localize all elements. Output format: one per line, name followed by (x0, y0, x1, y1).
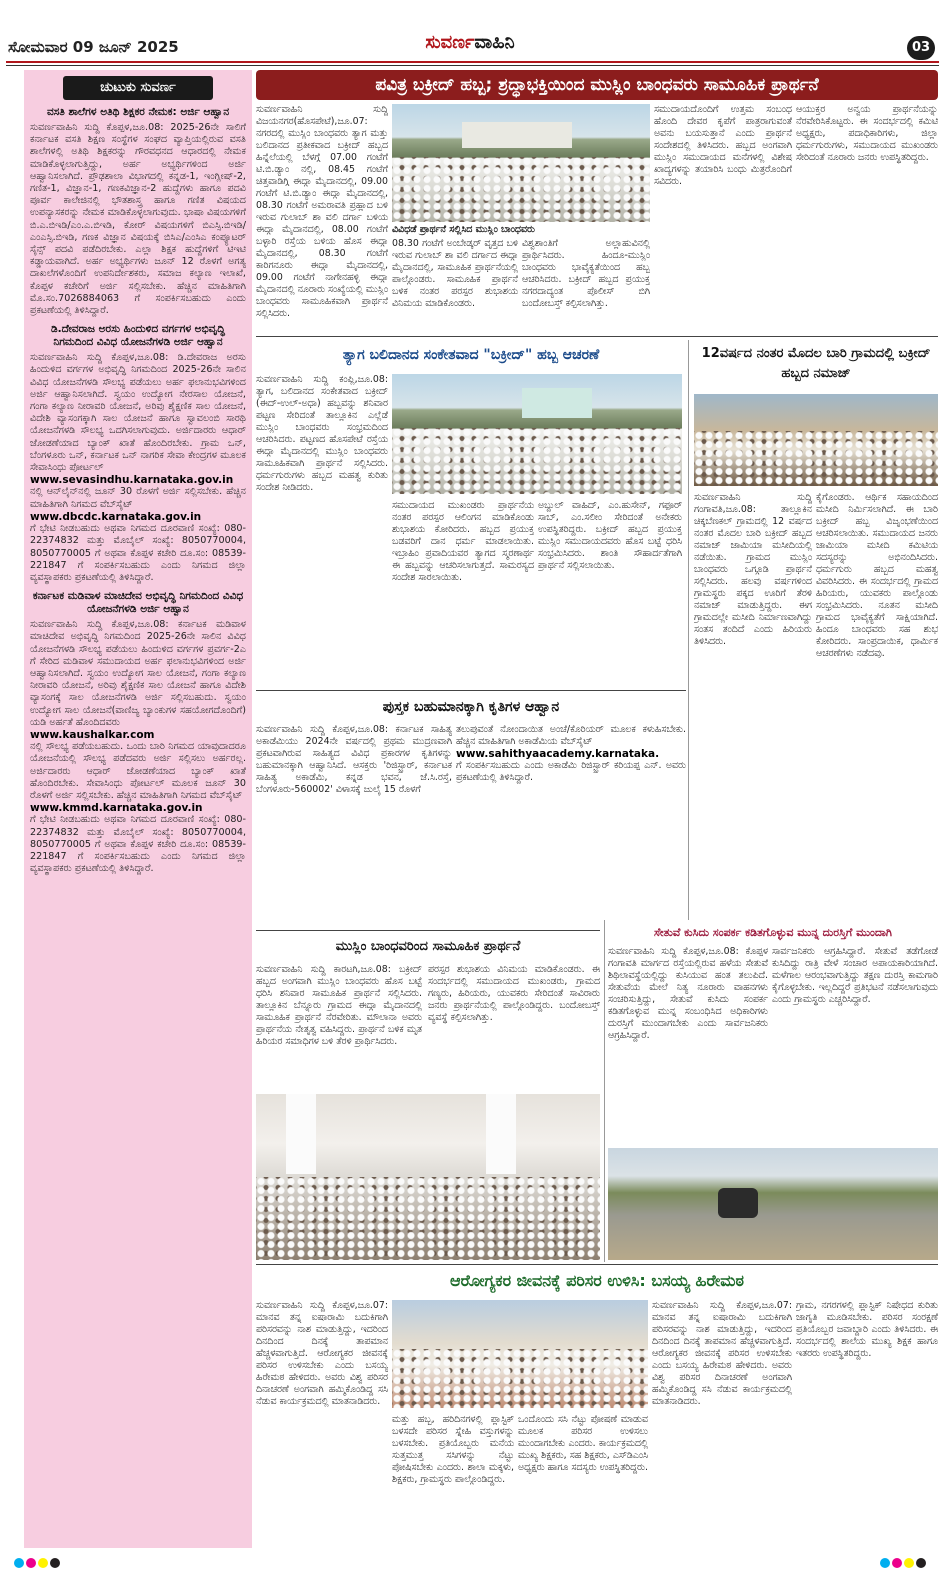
pillar-shape (486, 1094, 516, 1174)
crowd-pattern (392, 157, 650, 222)
brief-link[interactable]: www.dbcdc.karnataka.gov.in (30, 510, 202, 523)
masthead-rule (6, 61, 939, 63)
article-photo (256, 1094, 600, 1260)
section-divider (256, 336, 938, 337)
logo-right: ವಾಹಿನಿ (474, 32, 515, 53)
article-photo (392, 104, 650, 222)
article-column: ಸುವರ್ಣವಾಹಿನಿ ಸುದ್ದಿ ಕೊಪ್ಪಳ,ಜೂ.08: ಕೊಪ್ಪಳ ಗಂಗಾವತಿ ಮಾರ್ಗದ ರಸ್ತೆಯಲ್ಲಿರುವ ಹಳೆಯ ಸೇತುವೆ ಶಿಥಿಲಾವಸ್ಥೆಯಲ್ಲಿದ್ದು ಕುಸಿಯುವ ಹಂತ ತಲುಪಿದೆ. ಸೇತುವೆಯ ಮೇಲೆ ನಿತ್ಯ ನೂರಾರು ವಾಹನಗಳು ಸಂಚರಿಸುತ್ತಿದ್ದು, ಸೇತುವೆ ಕುಸಿದು ಸಂಪರ್ಕ ಕಡಿತಗೊಳ್ಳುವ ಮುನ್ನ ಸಂಬಂಧಿಸಿದ ಅಧಿಕಾರಿಗಳು ದುರಸ್ತಿಗೆ ಮುಂದಾಗಬೇಕು ಎಂದು ಸಾರ್ವಜನಿಕರು ಆಗ್ರಹಿಸಿದ್ದಾರೆ. (608, 946, 768, 1041)
article-column (456, 724, 686, 826)
article-text: ತಲುಪುವಂತೆ ನೋಂದಾಯಿತ ಅಂಚೆ/ಕೊರಿಯರ್ ಮೂಲಕ ಕಳುಹಿಸಬೇಕು. ಹೆಚ್ಚಿನ ಮಾಹಿತಿಗಾಗಿ ಅಕಾಡೆಮಿಯ ವೆಬ್‌ಸೈಟ್ (456, 724, 686, 747)
article-column: ಮತ್ತು ಹಬ್ಬ, ಹರಿದಿನಗಳಲ್ಲಿ ಪ್ಲಾಸ್ಟಿಕ್ ಬಳಸದೇ ಪರಿಸರ ಸ್ನೇಹಿ ವಸ್ತುಗಳನ್ನು ಬಳಸಬೇಕು. ಪ್ರತಿಯೊಬ್ಬರು ಮನೆಯ ಸುತ್ತಮುತ್ತ ಸಸಿಗಳನ್ನು ನೆಟ್ಟು ಪೋಷಿಸಬೇಕು ಎಂದರು. ಶಾಲಾ ಮಕ್ಕಳು, ಶಿಕ್ಷಕರು, ಗ್ರಾಮಸ್ಥರು ಪಾಲ್ಗೊಂಡಿದ್ದರು. (392, 1414, 514, 1485)
article-column: ಸುವರ್ಣವಾಹಿನಿ ಸುದ್ದಿ ವಿಜಯನಗರ(ಹೊಸಪೇಟೆ),ಜೂ.07: ನಗರದಲ್ಲಿ ಮುಸ್ಲಿಂ ಬಾಂಧವರು ತ್ಯಾಗ ಮತ್ತು ಬಲಿದಾನದ ಪ್ರತೀಕವಾದ ಬಕ್ರೀದ್ ಹಬ್ಬದ ಹಿನ್ನೆಲೆಯಲ್ಲಿ ಬೆಳಗ್ಗೆ 07.00 ಗಂಟೆಗೆ ಟಿ.ಬಿ.ಡ್ಯಾಂ ನಲ್ಲಿ, 08.45 ಗಂಟೆಗೆ ಚಿತ್ತವಾಡಿಗ್ಗಿ ಈದ್ಗಾ ಮೈದಾನದಲ್ಲಿ, 09.00 ಗಂಟೆಗೆ ಟಿ.ಬಿ.ಡ್ಯಾಂ ಈದ್ಗಾ ಮೈದಾನದಲ್ಲಿ, 08.30 ಗಂಟೆಗೆ ಅಮರಾವತಿ ಪ್ರಹ್ಲಾದ ಬಳಿ ಇರುವ ಗುಲಾಬ್ ಶಾ ವಲಿ ದರ್ಗಾ ಬಳಿಯ ಈದ್ಗಾ ಮೈದಾನದಲ್ಲಿ, 08.00 ಗಂಟೆಗೆ ಬಳ್ಳಾರಿ ರಸ್ತೆಯ ಬಳಿಯ ಹೊಸ ಈದ್ಗಾ ಮೈದಾನದಲ್ಲಿ, 08.30 ಗಂಟೆಗೆ ಕಾರಿಗನೂರು ಈದ್ಗಾ ಮೈದಾನದಲ್ಲಿ, 09.00 ಗಂಟೆಗೆ ನಾಗೇನಹಳ್ಳಿ ಈದ್ಗಾ ಮೈದಾನದಲ್ಲಿ ನೂರಾರು ಸಂಖ್ಯೆಯಲ್ಲಿ ಮುಸ್ಲಿಂ ಬಾಂಧವರು ಸಾಮೂಹಿಕವಾಗಿ ಪ್ರಾರ್ಥನೆ ಸಲ್ಲಿಸಿದರು. (256, 104, 388, 319)
brief-body-text: ಸುವರ್ಣವಾಹಿನಿ ಸುದ್ದಿ ಕೊಪ್ಪಳ,ಜೂ.08: ಡಿ.ದೇವರಾಜ ಅರಸು ಹಿಂದುಳಿದ ವರ್ಗಗಳ ಅಭಿವೃದ್ಧಿ ನಿಗಮದಿಂದ 2025-26ನೇ ಸಾಲಿನ ವಿವಿಧ ಯೋಜನೆಗಳಡಿ ಸೌಲಭ್ಯ ಪಡೆಯಲು ಅರ್ಹ ಫಲಾನುಭವಿಗಳಿಂದ ಅರ್ಜಿ ಆಹ್ವಾನಿಸಲಾಗಿದೆ. ಸ್ವಯಂ ಉದ್ಯೋಗ ನೇರಸಾಲ ಯೋಜನೆ, ಗಂಗಾ ಕಲ್ಯಾಣ ನೀರಾವರಿ ಯೋಜನೆ, ಅರಿವು ಶೈಕ್ಷಣಿಕ ಸಾಲ ಯೋಜನೆ, ವಿದೇಶಿ ವ್ಯಾಸಂಗಕ್ಕಾಗಿ ಸಾಲ ಯೋಜನೆ ಹಾಗೂ ಸ್ವಾವಲಂಬಿ ಸಾರಥಿ ಯೋಜನೆಗಳಡಿ ಸೌಲಭ್ಯ ಒದಗಿಸಲಾಗುವುದು. ಅರ್ಜಿದಾರರು ಆಧಾರ್ ಜೋಡಣೆಯಾದ ಬ್ಯಾಂಕ್ ಖಾತೆ ಹೊಂದಿರಬೇಕು. ಗ್ರಾಮ ಒನ್, ಬೆಂಗಳೂರು ಒನ್, ಕರ್ನಾಟಕ ಒನ್ ನಾಗರಿಕ ಸೇವಾ ಕೇಂದ್ರಗಳ ಮೂಲಕ ಸೇವಾಸಿಂಧು ಪೋರ್ಟಲ್ (30, 352, 246, 474)
brief-body-text: ಸುವರ್ಣವಾಹಿನಿ ಸುದ್ದಿ ಕೊಪ್ಪಳ,ಜೂ.08: ಕರ್ನಾಟಕ ಮಡಿವಾಳ ಮಾಚಿದೇವ ಅಭಿವೃದ್ಧಿ ನಿಗಮದಿಂದ 2025-26ನೇ ಸಾಲಿನ ವಿವಿಧ ಯೋಜನೆಗಳಡಿ ಸೌಲಭ್ಯ ಪಡೆಯಲು ಹಿಂದುಳಿದ ವರ್ಗಗಳ ಪ್ರವರ್ಗ-2ಎ ಗೆ ಸೇರಿದ ಮಡಿವಾಳ ಸಮುದಾಯದ ಅರ್ಹ ಫಲಾನುಭವಿಗಳಿಂದ ಅರ್ಜಿ ಆಹ್ವಾನಿಸಲಾಗಿದೆ. ಸ್ವಯಂ ಉದ್ಯೋಗ ಸಾಲ ಯೋಜನೆ, ಗಂಗಾ ಕಲ್ಯಾಣ ನೀರಾವರಿ ಯೋಜನೆ, ಅರಿವು ಶೈಕ್ಷಣಿಕ ಸಾಲ ಯೋಜನೆ ಹಾಗೂ ವಿದೇಶಿ ವ್ಯಾಸಂಗಕ್ಕೆ ಸಾಲ ಯೋಜನೆಗಳಡಿ ಅರ್ಜಿ ಸಲ್ಲಿಸಬಹುದು. ಸ್ವಯಂ ಉದ್ಯೋಗ ಸಾಲ ಯೋಜನೆ(ವಾಣಿಜ್ಯ ಬ್ಯಾಂಕುಗಳ ಸಹಯೋಗದೊಂದಿಗೆ) ಯಡಿ ಅರ್ಹತೆ ಹೊಂದಿದವರು (30, 619, 246, 728)
brief-body-text: ನಲ್ಲಿ ಆನ್‌ಲೈನ್‌ನಲ್ಲಿ ಜೂನ್ 30 ರೊಳಗೆ ಅರ್ಜಿ ಸಲ್ಲಿಸಬೇಕು. ಹೆಚ್ಚಿನ ಮಾಹಿತಿಗಾಗಿ ನಿಗಮದ ವೆಬ್‌ಸೈಟ್ (30, 486, 246, 510)
article-column: ಸುವರ್ಣವಾಹಿನಿ ಸುದ್ದಿ ಗಂಗಾವತಿ,ಜೂ.08: ತಾಲ್ಲೂಕಿನ ಚಿಕ್ಕಬೆಣಕಲ್ ಗ್ರಾಮದಲ್ಲಿ 12 ವರ್ಷದ ನಂತರ ಮೊದಲ ಬಾರಿ ಬಕ್ರೀದ್ ಹಬ್ಬದ ನಮಾಜ್ ಜಾಮಿಯಾ ಮಸೀದಿಯಲ್ಲಿ ನಡೆಯಿತು. ಗ್ರಾಮದ ಮುಸ್ಲಿಂ ಬಾಂಧವರು ಒಗ್ಗೂಡಿ ಪ್ರಾರ್ಥನೆ ಸಲ್ಲಿಸಿದರು. ಹಲವು ವರ್ಷಗಳಿಂದ ಗ್ರಾಮಸ್ಥರು ಪಕ್ಕದ ಊರಿಗೆ ತೆರಳಿ ನಮಾಜ್ ಮಾಡುತ್ತಿದ್ದರು. ಈಗ ಗ್ರಾಮದಲ್ಲೇ ಮಸೀದಿ ನಿರ್ಮಾಣವಾಗಿದ್ದು ಸಂತಸ ತಂದಿದೆ ಎಂದು ಹಿರಿಯರು ತಿಳಿಸಿದರು. (694, 492, 812, 647)
article-column: ಆಯುಕ್ತರ ಅನ್ವಯ ಪ್ರಾರ್ಥನೆಯನ್ನು ನೆರವೇರಿಸಿಕೊಟ್ಟರು. ಈ ಸಂದರ್ಭದಲ್ಲಿ ಕಮಿಟಿ ಅಧ್ಯಕ್ಷರು, ಪದಾಧಿಕಾರಿಗಳು, ಜಿಲ್ಲಾ ಧರ್ಮಗುರುಗಳು, ಸಮುದಾಯದ ಮುಖಂಡರು ಸೇರಿದಂತೆ ನೂರಾರು ಜನರು ಉಪಸ್ಥಿತರಿದ್ದರು. (796, 104, 938, 163)
headline-sacrifice-festival[interactable]: ತ್ಯಾಗ ಬಲಿದಾನದ ಸಂಕೇತವಾದ "ಬಕ್ರೀದ್" ಹಬ್ಬ ಆಚರಣೆ (342, 347, 600, 363)
masthead (0, 0, 945, 62)
registration-dot (904, 1558, 914, 1568)
headline-book-award[interactable]: ಪುಸ್ತಕ ಬಹುಮಾನಕ್ಕಾಗಿ ಕೃತಿಗಳ ಆಹ್ವಾನ (382, 699, 560, 715)
mosque-shape (462, 122, 572, 148)
logo-left: ಸುವರ್ಣ (425, 32, 475, 53)
registration-dot (880, 1558, 890, 1568)
mosque-shape (522, 388, 592, 418)
brief-body (30, 619, 246, 875)
headline-bakrid-prayer[interactable]: ಪವಿತ್ರ ಬಕ್ರೀದ್ ಹಬ್ಬ; ಶ್ರದ್ಧಾಭಕ್ತಿಯಿಂದ ಮುಸ್ಲಿಂ ಬಾಂಧವರು ಸಾಮೂಹಿಕ ಪ್ರಾರ್ಥನೆ (256, 70, 938, 100)
article-column: ಸಮುದಾಯದ ಮುಖಂಡರು ಪ್ರಾರ್ಥನೆಯ ನಂತರ ಪರಸ್ಪರ ಆಲಿಂಗನ ಮಾಡಿಕೊಂಡು ಶುಭಾಶಯ ಕೋರಿದರು. ಹಬ್ಬದ ಪ್ರಯುಕ್ತ ಬಡವರಿಗೆ ದಾನ ಧರ್ಮ ಮಾಡಲಾಯಿತು. ಇಬ್ರಾಹಿಂ ಪ್ರವಾದಿಯವರ ತ್ಯಾಗದ ಸ್ಮರಣಾರ್ಥ ಈ ಹಬ್ಬವನ್ನು ಆಚರಿಸಲಾಗುತ್ತದೆ. ಸಾಮರಸ್ಯದ ಸಂದೇಶ ಸಾರಲಾಯಿತು. (392, 500, 534, 583)
headline-village-namaz[interactable]: 12ವರ್ಷದ ನಂತರ ಮೊದಲ ಬಾರಿ ಗ್ರಾಮದಲ್ಲಿ ಬಕ್ರೀದ್ ಹಬ್ಬದ ನಮಾಜ್ (701, 346, 931, 381)
article-column: 08.30 ಗಂಟೆಗೆ ಅಂಬೇಡ್ಕರ್ ವೃತ್ತದ ಬಳಿ ಇರುವ ಗುಲಾಬ್ ಶಾ ವಲಿ ದರ್ಗಾದ ಈದ್ಗಾ ಮೈದಾನದಲ್ಲಿ, ಸಾಮೂಹಿಕ ಪ್ರಾರ್ಥನೆಯಲ್ಲಿ ಪಾಲ್ಗೊಂಡರು. ಸಾಮೂಹಿಕ ಪ್ರಾರ್ಥನೆ ಬಳಿಕ ನಂತರ ಪರಸ್ಪರ ಶುಭಾಶಯ ವಿನಿಮಯ ಮಾಡಿಕೊಂಡರು. (392, 238, 518, 309)
brief-body-text: ಗೆ ಭೇಟಿ ನೀಡಬಹುದು ಅಥವಾ ನಿಗಮದ ದೂರವಾಣಿ ಸಂಖ್ಯೆ: 080-22374832 ಮತ್ತು ಮೊಬೈಲ್ ಸಂಖ್ಯೆ: 8050770004, 8050770005 ಗೆ ಅಥವಾ ಕೊಪ್ಪಳ ಕಚೇರಿ ದೂ.ಸಂ: 08539-221847 ಗೆ ಸಂಪರ್ಕಿಸಬಹುದು ಎಂದು ನಿಗಮದ ಜಿಲ್ಲಾ ವ್ಯವಸ್ಥಾಪಕರು ಪ್ರಕಟಣೆಯಲ್ಲಿ ತಿಳಿಸಿದ್ದಾರೆ. (30, 814, 246, 875)
car-shape (718, 1188, 758, 1218)
issue-date: ಸೋಮವಾರ 09 ಜೂನ್ 2025 (8, 38, 179, 56)
section-divider (256, 690, 686, 691)
brief-heading: ಕರ್ನಾಟಕ ಮಡಿವಾಳ ಮಾಚಿದೇವ ಅಭಿವೃದ್ಧಿ ನಿಗಮದಿಂದ ವಿವಿಧ ಯೋಜನೆಗಳಡಿ ಅರ್ಜಿ ಆಹ್ವಾನ (32, 590, 244, 616)
academy-link[interactable]: www.sahithyaacademy.karnataka. (456, 748, 660, 760)
article-text: ಗೆ ಸಂಪರ್ಕಿಸಬಹುದು ಎಂದು ಅಕಾಡೆಮಿ ರಿಜಿಸ್ಟ್ರಾರ್ ಕರಿಯಪ್ಪ ಎನ್. ಅವರು ಪ್ರಕಟಣೆಯಲ್ಲಿ ತಿಳಿಸಿದ್ದಾರೆ. (456, 760, 686, 783)
article-column: ಸಮುದಾಯದೊಂದಿಗೆ ಉತ್ತಮ ಸಂಬಂಧ ಹೊಂದಿ ದೇವರ ಕೃಪೆಗೆ ಪಾತ್ರರಾಗುವಂತೆ ಅವನು ಬಯಸುತ್ತಾನೆ ಎಂದು ಪ್ರಾರ್ಥನೆ ಸಂದೇಶದಲ್ಲಿ ತಿಳಿಸಿದರು. ಹಬ್ಬದ ಅಂಗವಾಗಿ ಮುಸ್ಲಿಂ ಸಮುದಾಯದ ಮನೆಗಳಲ್ಲಿ ವಿಶೇಷ ಖಾದ್ಯಗಳನ್ನು ತಯಾರಿಸಿ ಬಂಧು ಮಿತ್ರರೊಂದಿಗೆ ಸವಿದರು. (654, 104, 792, 187)
registration-dot (916, 1558, 926, 1568)
registration-dot (892, 1558, 902, 1568)
brief-link[interactable]: www.sevasindhu.karnataka.gov.in (30, 474, 234, 487)
news-brief-sidebar (24, 70, 252, 1548)
article-photo (694, 394, 938, 486)
registration-dot (50, 1558, 60, 1568)
pillar-shape (286, 1094, 316, 1174)
print-registration-marks (0, 1558, 945, 1568)
brief-body-text: ಗೆ ಭೇಟಿ ನೀಡಬಹುದು ಅಥವಾ ನಿಗಮದ ದೂರವಾಣಿ ಸಂಖ್ಯೆ: 080-22374832 ಮತ್ತು ಮೊಬೈಲ್ ಸಂಖ್ಯೆ: 8050770004, 8050770005 ಗೆ ಅಥವಾ ಕೊಪ್ಪಳ ಕಚೇರಿ ದೂ.ಸಂ: 08539-221847 ಗೆ ಸಂಪರ್ಕಿಸಬಹುದು ಎಂದು ನಿಗಮದ ಜಿಲ್ಲಾ ವ್ಯವಸ್ಥಾಪಕರು ಪ್ರಕಟಣೆಯಲ್ಲಿ ತಿಳಿಸಿದ್ದಾರೆ. (30, 523, 246, 583)
brief-link[interactable]: www.kmmd.karnataka.gov.in (30, 802, 203, 815)
article-photo (392, 1300, 648, 1408)
article-column: ಸಾರ್ವಜನಿಕರು ಆಗ್ರಹಿಸಿದ್ದಾರೆ. ಸೇತುವೆ ತಡೆಗೋಡೆ ಕುಸಿದಿದ್ದು ರಾತ್ರಿ ವೇಳೆ ಸಂಚಾರ ಅಪಾಯಕಾರಿಯಾಗಿದೆ. ಮಳೆಗಾಲ ಆರಂಭವಾಗುತ್ತಿದ್ದು ತಕ್ಷಣ ದುರಸ್ತಿ ಕಾಮಗಾರಿ ಕೈಗೊಳ್ಳಬೇಕು. ಇಲ್ಲದಿದ್ದರೆ ಪ್ರತಿಭಟನೆ ನಡೆಸಲಾಗುವುದು ಎಂದು ಗ್ರಾಮಸ್ಥರು ಎಚ್ಚರಿಸಿದ್ದಾರೆ. (772, 946, 938, 1005)
sidebar-title: ಚುಟುಕು ಸುವರ್ಣ (63, 76, 213, 100)
article-column: ಪರಸ್ಪರ ಶುಭಾಶಯ ವಿನಿಮಯ ಮಾಡಿಕೊಂಡರು. ಈ ಸಂದರ್ಭದಲ್ಲಿ ಸಮುದಾಯದ ಮುಖಂಡರು, ಗ್ರಾಮದ ಗಣ್ಯರು, ಹಿರಿಯರು, ಯುವಕರು ಸೇರಿದಂತೆ ಸಾವಿರಾರು ಜನರು ಪ್ರಾರ್ಥನೆಯಲ್ಲಿ ಪಾಲ್ಗೊಂಡಿದ್ದರು. ಬಂದೋಬಸ್ತ್ ವ್ಯವಸ್ಥೆ ಕಲ್ಪಿಸಲಾಗಿತ್ತು. (428, 964, 600, 1023)
people-pattern (392, 1349, 648, 1408)
brief-link[interactable]: www.kaushalkar.com (30, 728, 155, 741)
headline-muslim-prayer[interactable]: ಮುಸ್ಲಿಂ ಬಾಂಧವರಿಂದ ಸಾಮೂಹಿಕ ಪ್ರಾರ್ಥನೆ (335, 939, 521, 954)
registration-dot (26, 1558, 36, 1568)
brief-body: ಸುವರ್ಣವಾಹಿನಿ ಸುದ್ದಿ ಕೊಪ್ಪಳ,ಜೂ.08: 2025-26ನೇ ಸಾಲಿಗೆ ಕರ್ನಾಟಕ ವಸತಿ ಶಿಕ್ಷಣ ಸಂಸ್ಥೆಗಳ ಸಂಘದ ವ್ಯಾಪ್ತಿಯಲ್ಲಿರುವ ವಸತಿ ಶಾಲೆಗಳಲ್ಲಿ ಅತಿಥಿ ಶಿಕ್ಷಕರನ್ನು ಗೌರವಧನದ ಆಧಾರದಲ್ಲಿ ನೇಮಕ ಮಾಡಿಕೊಳ್ಳಲಾಗುತ್ತಿದ್ದು, ಅರ್ಹ ಅಭ್ಯರ್ಥಿಗಳಿಂದ ಅರ್ಜಿ ಆಹ್ವಾನಿಸಲಾಗಿದೆ. ಪ್ರೌಢಶಾಲಾ ವಿಭಾಗದಲ್ಲಿ ಕನ್ನಡ-1, ಇಂಗ್ಲೀಷ್-2, ಗಣಿತ-1, ವಿಜ್ಞಾನ-1, ಗಣಕವಿಜ್ಞಾನ-2 ಹುದ್ದೆಗಳು ಹಾಗೂ ಪದವಿ ಪೂರ್ವ ಕಾಲೇಜಿನಲ್ಲಿ ಭೌತಶಾಸ್ತ್ರ ಹಾಗೂ ಗಣಿತ ವಿಷಯದ ಉಪನ್ಯಾಸಕರನ್ನು ನೇಮಕ ಮಾಡಿಕೊಳ್ಳಲಾಗುವುದು. ಭಾಷಾ ವಿಷಯಗಳಿಗೆ ಬಿ.ಎ.ಬಿಇಡಿ/ಎಂ.ಎ.ಬಿಇಡಿ, ಕೋರ್ ವಿಷಯಗಳಿಗೆ ಬಿಎಸ್ಸಿ.ಬಿಇಡಿ/ಎಂಎಸ್ಸಿ.ಬಿಇಡಿ, ಗಣಕ ವಿಜ್ಞಾನ ವಿಷಯಕ್ಕೆ ಬಿಸಿಎ/ಎಂಸಿಎ ಕಂಪ್ಯೂಟರ್ ಸೈನ್ಸ್ ಪದವಿ ಪಡೆದಿರಬೇಕು. ಎಲ್ಲಾ ಶಿಕ್ಷಕ ಹುದ್ದೆಗಳಿಗೆ ಟಿಇಟಿ ಕಡ್ಡಾಯವಾಗಿದೆ. ಅರ್ಹ ಅಭ್ಯರ್ಥಿಗಳು ಜೂನ್ 12 ರೊಳಗೆ ಅಗತ್ಯ ದಾಖಲೆಗಳೊಂದಿಗೆ ಉಪನಿರ್ದೇಶಕರು, ಸಮಾಜ ಕಲ್ಯಾಣ ಇಲಾಖೆ, ಕೊಪ್ಪಳ ಕಚೇರಿಗೆ ಅರ್ಜಿ ಸಲ್ಲಿಸಬೇಕು. ಹೆಚ್ಚಿನ ಮಾಹಿತಿಗಾಗಿ ಮೊ.ಸಂ.7026884063 ಗೆ ಸಂಪರ್ಕಿಸಬಹುದು ಎಂದು ಪ್ರಕಟಣೆಯಲ್ಲಿ ತಿಳಿಸಿದ್ದಾರೆ. (30, 122, 246, 317)
article-column: ಸುವರ್ಣವಾಹಿನಿ ಸುದ್ದಿ ಕಂಪ್ಲಿ,ಜೂ.08: ತ್ಯಾಗ, ಬಲಿದಾನದ ಸಂಕೇತವಾದ ಬಕ್ರೀದ್ (ಈದ್-ಉಲ್-ಅಧಾ) ಹಬ್ಬವನ್ನು ಶನಿವಾರ ಪಟ್ಟಣ ಸೇರಿದಂತೆ ತಾಲ್ಲೂಕಿನ ಎಲ್ಲೆಡೆ ಮುಸ್ಲಿಂ ಬಾಂಧವರು ಸಂಭ್ರಮದಿಂದ ಆಚರಿಸಿದರು. ಪಟ್ಟಣದ ಹೊಸಪೇಟೆ ರಸ್ತೆಯ ಈದ್ಗಾ ಮೈದಾನದಲ್ಲಿ ಮುಸ್ಲಿಂ ಬಾಂಧವರು ಸಾಮೂಹಿಕವಾಗಿ ಪ್ರಾರ್ಥನೆ ಸಲ್ಲಿಸಿದರು. ಧರ್ಮಗುರುಗಳು ಹಬ್ಬದ ಮಹತ್ವ ಕುರಿತು ಸಂದೇಶ ನೀಡಿದರು. (256, 374, 388, 493)
page-number: 03 (907, 36, 935, 60)
column-divider (604, 920, 605, 1262)
people-pattern (694, 431, 938, 486)
article-column: ವಿಶ್ವಶಾಂತಿಗೆ ಅಲ್ಲಾಹುವಿನಲ್ಲಿ ಪ್ರಾರ್ಥಿಸಿದರು. ಹಿಂದೂ-ಮುಸ್ಲಿಂ ಬಾಂಧವರು ಭಾವೈಕ್ಯತೆಯಿಂದ ಹಬ್ಬ ಆಚರಿಸಿದರು. ಬಕ್ರೀದ್ ಹಬ್ಬದ ಪ್ರಯುಕ್ತ ನಗರದಾದ್ಯಂತ ಪೊಲೀಸ್ ಬಿಗಿ ಬಂದೋಬಸ್ತ್ ಕಲ್ಪಿಸಲಾಗಿತ್ತು. (522, 238, 650, 309)
crowd-pattern (392, 428, 682, 494)
article-column: ಸುವರ್ಣವಾಹಿನಿ ಸುದ್ದಿ ಕೊಪ್ಪಳ,ಜೂ.07: ಮಾನವ ತನ್ನ ಐಷಾರಾಮಿ ಬದುಕಿಗಾಗಿ ಪರಿಸರವನ್ನು ನಾಶ ಮಾಡುತ್ತಿದ್ದು, ಇದರಿಂದ ದಿನದಿಂದ ದಿನಕ್ಕೆ ತಾಪಮಾನ ಹೆಚ್ಚಳವಾಗುತ್ತಿದೆ. ಆರೋಗ್ಯಕರ ಜೀವನಕ್ಕೆ ಪರಿಸರ ಉಳಿಸಬೇಕು ಎಂದು ಬಸಯ್ಯ ಹಿರೇಮಠ ಹೇಳಿದರು. ಅವರು ವಿಶ್ವ ಪರಿಸರ ದಿನಾಚರಣೆ ಅಂಗವಾಗಿ ಹಮ್ಮಿಕೊಂಡಿದ್ದ ಸಸಿ ನೆಡುವ ಕಾರ್ಯಕ್ರಮದಲ್ಲಿ ಮಾತನಾಡಿದರು. (256, 1300, 388, 1407)
brief-body-text: ನಲ್ಲಿ ಸೌಲಭ್ಯ ಪಡೆಯಬಹುದು. ಒಂದು ಬಾರಿ ನಿಗಮದ ಯಾವುದಾದರೂ ಯೋಜನೆಯಲ್ಲಿ ಸೌಲಭ್ಯ ಪಡೆದವರು ಅರ್ಜಿ ಸಲ್ಲಿಸಲು ಅರ್ಹರಲ್ಲ. ಅರ್ಜಿದಾರರು ಆಧಾರ್ ಜೋಡಣೆಯಾದ ಬ್ಯಾಂಕ್ ಖಾತೆ ಹೊಂದಿರಬೇಕು. ಸೇವಾಸಿಂಧು ಪೋರ್ಟಲ್ ಮೂಲಕ ಜೂನ್ 30 ರೊಳಗೆ ಅರ್ಜಿ ಸಲ್ಲಿಸಬೇಕು. ಹೆಚ್ಚಿನ ಮಾಹಿತಿಗಾಗಿ ನಿಗಮದ ವೆಬ್‌ಸೈಟ್ (30, 741, 246, 801)
brief-heading: ಡಿ.ದೇವರಾಜ ಅರಸು ಹಿಂದುಳಿದ ವರ್ಗಗಳ ಅಭಿವೃದ್ಧಿ ನಿಗಮದಿಂದ ವಿವಿಧ ಯೋಜನೆಗಳಡಿ ಅರ್ಜಿ ಆಹ್ವಾನ (51, 323, 225, 349)
masthead-rule-thin (6, 65, 939, 66)
newspaper-logo (380, 32, 560, 58)
article-photo (608, 1148, 938, 1260)
column-divider (688, 340, 689, 920)
headline-bridge-repair[interactable]: ಸೇತುವೆ ಕುಸಿದು ಸಂಪರ್ಕ ಕಡಿತಗೊಳ್ಳುವ ಮುನ್ನ ದುರಸ್ತಿಗೆ ಮುಂದಾಗಿ (654, 926, 892, 939)
section-divider (256, 1264, 938, 1265)
registration-dot (14, 1558, 24, 1568)
article-column: ಗ್ರಾಮ, ನಗರಗಳಲ್ಲಿ ಪ್ಲಾಸ್ಟಿಕ್ ನಿಷೇಧದ ಕುರಿತು ಜಾಗೃತಿ ಮೂಡಿಸಬೇಕು. ಪರಿಸರ ಸಂರಕ್ಷಣೆ ಪ್ರತಿಯೊಬ್ಬರ ಜವಾಬ್ದಾರಿ ಎಂದು ತಿಳಿಸಿದರು. ಈ ಸಂದರ್ಭದಲ್ಲಿ ಶಾಲೆಯ ಮುಖ್ಯ ಶಿಕ್ಷಕ ಹಾಗೂ ಇತರರು ಉಪಸ್ಥಿತರಿದ್ದರು. (796, 1300, 938, 1359)
headline-health-environment[interactable]: ಆರೋಗ್ಯಕರ ಜೀವನಕ್ಕೆ ಪರಿಸರ ಉಳಿಸಿ: ಬಸಯ್ಯ ಹಿರೇಮಠ (450, 1271, 744, 1290)
article-column: ಸುವರ್ಣವಾಹಿನಿ ಸುದ್ದಿ ಕೊಪ್ಪಳ,ಜೂ.08: ಕರ್ನಾಟಕ ಸಾಹಿತ್ಯ ಅಕಾಡೆಮಿಯು 2024ನೇ ವರ್ಷದಲ್ಲಿ ಪ್ರಥಮ ಮುದ್ರಣವಾಗಿ ಪ್ರಕಟವಾಗಿರುವ ಸಾಹಿತ್ಯದ ವಿವಿಧ ಪ್ರಕಾರಗಳ ಕೃತಿಗಳನ್ನು ಬಹುಮಾನಕ್ಕಾಗಿ ಆಹ್ವಾನಿಸಿದೆ. ಆಸಕ್ತರು 'ರಿಜಿಸ್ಟ್ರಾರ್, ಕರ್ನಾಟಕ ಸಾಹಿತ್ಯ ಅಕಾಡೆಮಿ, ಕನ್ನಡ ಭವನ, ಜೆ.ಸಿ.ರಸ್ತೆ, ಬೆಂಗಳೂರು-560002' ವಿಳಾಸಕ್ಕೆ ಜುಲೈ 15 ರೊಳಗೆ (256, 724, 452, 795)
brief-heading: ವಸತಿ ಶಾಲೆಗಳ ಅತಿಥಿ ಶಿಕ್ಷಕರ ನೇಮಕ: ಅರ್ಜಿ ಆಹ್ವಾನ (46, 106, 230, 118)
article-column: ಅಬ್ದುಲ್ ವಾಹಿದ್, ಎಂ.ಹುಸೇನ್, ಗಫೂರ್ ಸಾಬ್, ಎಂ.ಸಲೀಂ ಸೇರಿದಂತೆ ಅನೇಕರು ಉಪಸ್ಥಿತರಿದ್ದರು. ಬಕ್ರೀದ್ ಹಬ್ಬದ ಪ್ರಯುಕ್ತ ಮುಸ್ಲಿಂ ಸಮುದಾಯದವರು ಹೊಸ ಬಟ್ಟೆ ಧರಿಸಿ ಸಂಭ್ರಮಿಸಿದರು. ಶಾಂತಿ ಸೌಹಾರ್ದತೆಗಾಗಿ ಪ್ರಾರ್ಥನೆ ಸಲ್ಲಿಸಲಾಯಿತು. (538, 500, 682, 571)
article-column: ಸುವರ್ಣವಾಹಿನಿ ಸುದ್ದಿ ಕೊಪ್ಪಳ,ಜೂ.07: ಮಾನವ ತನ್ನ ಐಷಾರಾಮಿ ಬದುಕಿಗಾಗಿ ಪರಿಸರವನ್ನು ನಾಶ ಮಾಡುತ್ತಿದ್ದು, ಇದರಿಂದ ದಿನದಿಂದ ದಿನಕ್ಕೆ ತಾಪಮಾನ ಹೆಚ್ಚಳವಾಗುತ್ತಿದೆ. ಆರೋಗ್ಯಕರ ಜೀವನಕ್ಕೆ ಪರಿಸರ ಉಳಿಸಬೇಕು ಎಂದು ಬಸಯ್ಯ ಹಿರೇಮಠ ಹೇಳಿದರು. ಅವರು ವಿಶ್ವ ಪರಿಸರ ದಿನಾಚರಣೆ ಅಂಗವಾಗಿ ಹಮ್ಮಿಕೊಂಡಿದ್ದ ಸಸಿ ನೆಡುವ ಕಾರ್ಯಕ್ರಮದಲ್ಲಿ ಮಾತನಾಡಿದರು. (652, 1300, 792, 1407)
article-column: ಸುವರ್ಣವಾಹಿನಿ ಸುದ್ದಿ ಕಾರಟಗಿ,ಜೂ.08: ಬಕ್ರೀದ್ ಹಬ್ಬದ ಅಂಗವಾಗಿ ಮುಸ್ಲಿಂ ಬಾಂಧವರು ಹೊಸ ಬಟ್ಟೆ ಧರಿಸಿ ಶನಿವಾರ ಸಾಮೂಹಿಕ ಪ್ರಾರ್ಥನೆ ಸಲ್ಲಿಸಿದರು. ತಾಲ್ಲೂಕಿನ ಬೆನ್ನೂರು ಗ್ರಾಮದ ಈದ್ಗಾ ಮೈದಾನದಲ್ಲಿ ಸಾಮೂಹಿಕ ಪ್ರಾರ್ಥನೆ ನೆರವೇರಿತು. ಮೌಲಾನಾ ಅವರು ಪ್ರಾರ್ಥನೆಯ ನೇತೃತ್ವ ವಹಿಸಿದ್ದರು. ಪ್ರಾರ್ಥನೆ ಬಳಿಕ ಮೃತ ಹಿರಿಯರ ಸಮಾಧಿಗಳ ಬಳಿ ತೆರಳಿ ಪ್ರಾರ್ಥಿಸಿದರು. (256, 964, 422, 1047)
article-column: ಕೈಗೊಂಡರು. ಆರ್ಥಿಕ ಸಹಾಯದಿಂದ ಮಸೀದಿ ನಿರ್ಮಿಸಲಾಗಿದೆ. ಈ ಬಾರಿ ಬಕ್ರೀದ್ ಹಬ್ಬ ವಿಜೃಂಭಣೆಯಿಂದ ಆಚರಿಸಲಾಯಿತು. ಸಮುದಾಯದ ಜನರು ಜಾಮಿಯಾ ಮಸೀದಿ ಕಮಿಟಿಯ ಸದಸ್ಯರನ್ನು ಅಭಿನಂದಿಸಿದರು. ಧರ್ಮಗುರು ಹಬ್ಬದ ಮಹತ್ವ ವಿವರಿಸಿದರು. ಈ ಸಂದರ್ಭದಲ್ಲಿ ಗ್ರಾಮದ ಹಿರಿಯರು, ಯುವಕರು ಪಾಲ್ಗೊಂಡು ಸಂಭ್ರಮಿಸಿದರು. ನೂತನ ಮಸೀದಿ ಗ್ರಾಮದ ಭಾವೈಕ್ಯತೆಗೆ ಸಾಕ್ಷಿಯಾಗಿದೆ. ಹಿಂದೂ ಬಾಂಧವರು ಸಹ ಶುಭ ಕೋರಿದರು. ಸಾಂಪ್ರದಾಯಿಕ, ಧಾರ್ಮಿಕ ಆಚರಣೆಗಳು ನಡೆದವು. (816, 492, 938, 659)
section-divider (256, 930, 600, 931)
photo-caption: ವಿವಿಧಡೆ ಪ್ರಾರ್ಥನೆ ಸಲ್ಲಿಸಿದ ಮುಸ್ಲಿಂ ಬಾಂಧವರು (392, 224, 535, 235)
registration-dot (38, 1558, 48, 1568)
article-column: ಒಂದೊಂದು ಸಸಿ ನೆಟ್ಟು ಪೋಷಣೆ ಮಾಡುವ ಮೂಲಕ ಪರಿಸರ ಉಳಿಸಲು ಮುಂದಾಗಬೇಕು ಎಂದರು. ಕಾರ್ಯಕ್ರಮದಲ್ಲಿ ಮುಖ್ಯ ಶಿಕ್ಷಕರು, ಸಹ ಶಿಕ್ಷಕರು, ಎಸ್‌ಡಿಎಂಸಿ ಅಧ್ಯಕ್ಷರು ಹಾಗೂ ಸದಸ್ಯರು ಉಪಸ್ಥಿತರಿದ್ದರು. (518, 1414, 648, 1473)
article-photo (392, 374, 682, 494)
crowd-pattern (256, 1177, 600, 1260)
brief-body (30, 352, 246, 584)
